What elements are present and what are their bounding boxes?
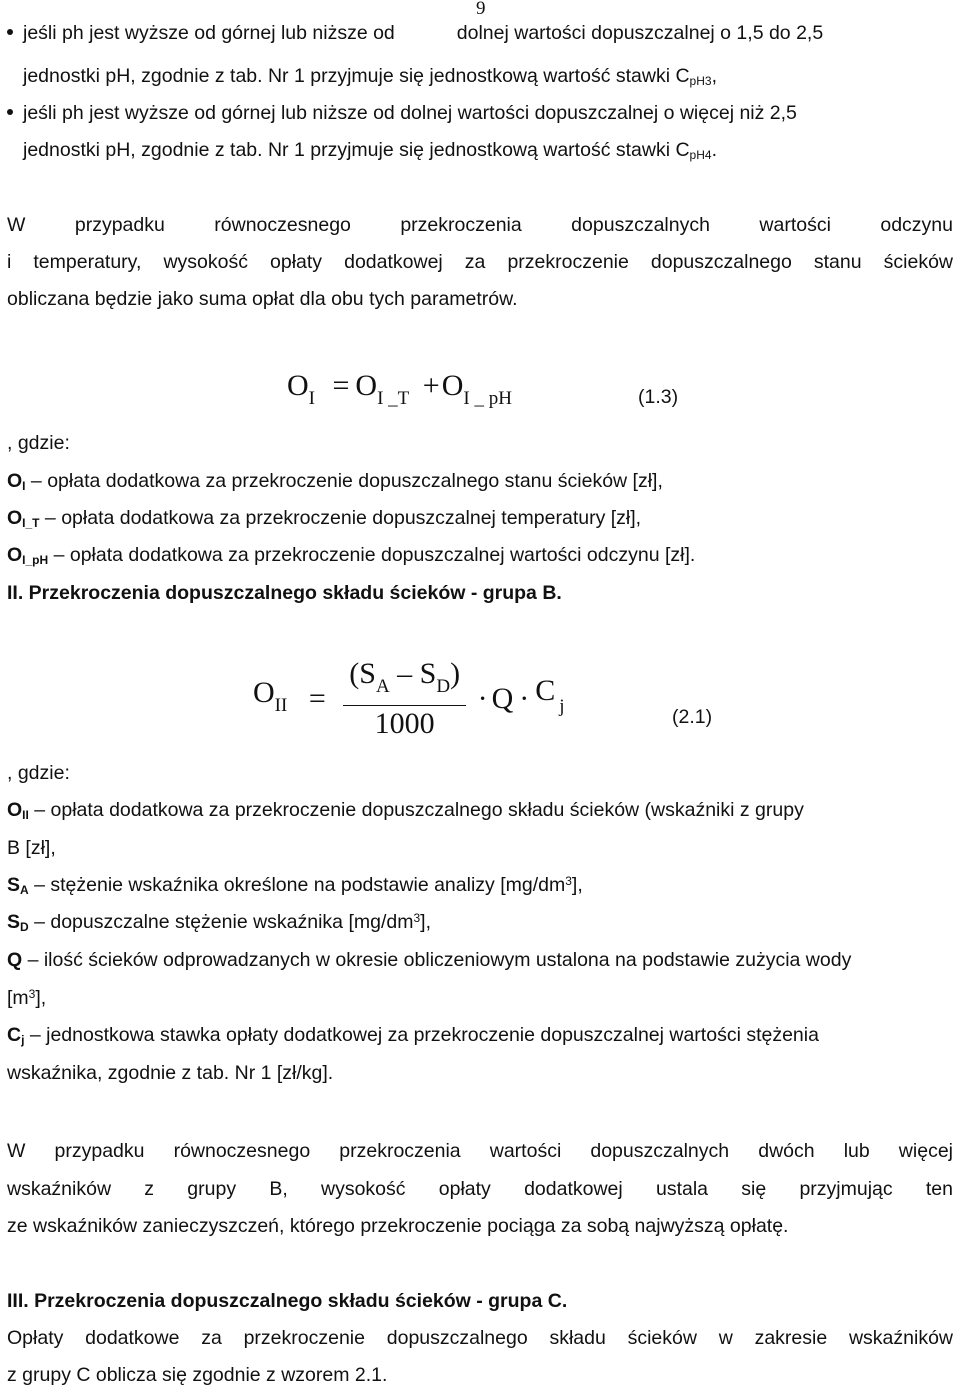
definition-C-j: [7, 1023, 953, 1047]
definition-subscript: D: [20, 920, 29, 934]
bullet-1-text-b: dolnej wartości dopuszczalnej o 1,5 do 2,5: [456, 22, 824, 44]
definition-subscript: I_pH: [22, 553, 49, 567]
bullet-2-line-2: [7, 138, 953, 162]
definition-text: – ilość ścieków odprowadzanych w okresie obliczeniowym ustalona na podstawie zużycia wody: [22, 949, 852, 971]
fraction: [343, 656, 466, 742]
plus-sign: +: [422, 369, 440, 402]
definition-text: – opłata dodatkowa za przekroczenie dopuszczalnej wartości odczynu [zł].: [48, 544, 696, 566]
formula-symbol: O: [441, 369, 464, 402]
definition-text: – opłata dodatkowa za przekroczenie dopuszczalnego stanu ścieków [zł],: [25, 470, 663, 492]
subscript: pH4: [689, 148, 712, 162]
bullet-icon: [7, 29, 13, 35]
gdzie-label-1: , gdzie:: [7, 432, 70, 454]
definition-O-I-T: [7, 506, 953, 530]
superscript: 3: [413, 911, 421, 925]
formula-subscript: j: [559, 696, 565, 717]
gdzie-label-2: , gdzie:: [7, 762, 70, 784]
formula-subscript: II: [274, 694, 288, 716]
formula-symbol: Q: [491, 682, 514, 715]
subscript: pH3: [689, 74, 712, 88]
definition-Q-line-2: [7, 986, 953, 1010]
formula-2-1: [253, 656, 565, 742]
definition-subscript: j: [21, 1033, 25, 1047]
paragraph-1-line-1: W przypadku równoczesnego przekroczenia dopuszczalnych wartości odczynu: [7, 214, 953, 236]
definition-symbol: O: [7, 544, 23, 566]
equals-sign: =: [308, 682, 326, 715]
multiply-dot: ·: [519, 682, 530, 715]
definition-text-end: ],: [571, 874, 583, 896]
equals-sign: =: [332, 369, 350, 402]
formula-symbol: C: [535, 674, 556, 707]
definition-O-II-line-2: B [zł],: [7, 837, 56, 859]
section-heading-II: II. Przekroczenia dopuszczalnego składu ścieków - grupa B.: [7, 582, 562, 604]
punct: .: [711, 139, 717, 161]
definition-symbol: O: [7, 507, 23, 529]
formula-2-1-label: (2.1): [672, 706, 713, 728]
bullet-1-text-a: jeśli ph jest wyższe od górnej lub niższe od: [23, 22, 395, 44]
bullet-1-line-2-text: jednostki pH, zgodnie z tab. Nr 1 przyjmuje się jednostkową wartość stawki C: [23, 65, 690, 87]
formula-1-3-label: (1.3): [638, 386, 679, 408]
definition-C-j-line-2: wskaźnika, zgodnie z tab. Nr 1 [zł/kg].: [7, 1062, 334, 1084]
definition-symbol: O: [7, 470, 23, 492]
definition-subscript: II: [22, 808, 29, 822]
definition-text: – jednostkowa stawka opłaty dodatkowej za przekroczenie dopuszczalnej wartości stężenia: [24, 1024, 819, 1046]
formula-symbol: O: [253, 675, 275, 709]
definition-S-A: [7, 873, 953, 897]
paragraph-3-line-1: Opłaty dodatkowe za przekroczenie dopuszczalnego składu ścieków w zakresie wskaźników: [7, 1327, 953, 1349]
numerator-open: (S: [349, 657, 376, 690]
bullet-1-line-2: [7, 64, 953, 88]
definition-symbol: C: [7, 1024, 22, 1046]
formula-subscript: D: [436, 676, 451, 697]
superscript: 3: [565, 874, 572, 888]
definition-text: – stężenie wskaźnika określone na podstawie analizy [mg/dm: [28, 874, 566, 896]
formula-subscript: A: [375, 676, 390, 697]
definition-symbol: S: [7, 874, 21, 896]
paragraph-2-line-2: wskaźników z grupy B, wysokość opłaty dodatkowej ustala się przyjmując ten: [7, 1178, 953, 1200]
formula-subscript: I _T: [377, 388, 410, 409]
numerator-minus: – S: [389, 657, 437, 690]
definition-S-D: [7, 910, 953, 934]
formula-subscript: I: [308, 388, 315, 409]
paragraph-2-line-1: W przypadku równoczesnego przekroczenia wartości dopuszczalnych dwóch lub więcej: [7, 1140, 953, 1162]
paragraph-2-line-3: ze wskaźników zanieczyszczeń, którego przekroczenie pociąga za sobą najwyższą opłatę.: [7, 1215, 789, 1237]
bullet-item-2: [7, 101, 953, 125]
definition-text: [m: [7, 987, 29, 1009]
definition-subscript: A: [20, 883, 29, 897]
fraction-denominator: 1000: [343, 705, 466, 742]
superscript: 3: [28, 987, 36, 1001]
definition-text: – opłata dodatkowa za przekroczenie dopuszczalnego składu ścieków (wskaźniki z grupy: [28, 799, 804, 821]
definition-symbol: O: [7, 799, 23, 821]
definition-symbol: Q: [7, 949, 23, 971]
formula-1-3: [287, 366, 512, 419]
definition-text: – opłata dodatkowa za przekroczenie dopuszczalnej temperatury [zł],: [39, 507, 642, 529]
definition-O-I-pH: [7, 543, 953, 567]
definition-text: – dopuszczalne stężenie wskaźnika [mg/dm: [28, 911, 414, 933]
punct: ,: [711, 65, 717, 87]
definition-text-end: ],: [35, 987, 47, 1009]
definition-Q: [7, 948, 953, 972]
definition-O-II: [7, 798, 953, 822]
paragraph-1-line-3: obliczana będzie jako suma opłat dla obu tych parametrów.: [7, 288, 518, 310]
formula-symbol: O: [287, 369, 309, 402]
definition-symbol: S: [7, 911, 21, 933]
definition-text-end: ],: [420, 911, 431, 933]
paragraph-1-line-2: i temperatury, wysokość opłaty dodatkowej za przekroczenie dopuszczalnego stanu ścieków: [7, 251, 953, 273]
formula-subscript: I _ pH: [463, 388, 512, 409]
bullet-item-1: [7, 21, 953, 45]
definition-O-I: [7, 469, 953, 493]
bullet-2-text: jeśli ph jest wyższe od górnej lub niższe od dolnej wartości dopuszczalnej o więcej niż 2,5: [23, 102, 797, 124]
numerator-close: ): [450, 657, 461, 690]
fraction-numerator: [343, 656, 466, 705]
multiply-dot: ·: [477, 682, 488, 715]
section-heading-III: III. Przekroczenia dopuszczalnego składu ścieków - grupa C.: [7, 1290, 568, 1312]
formula-symbol: O: [355, 369, 378, 402]
page-number: 9: [476, 0, 486, 19]
paragraph-3-line-2: z grupy C oblicza się zgodnie z wzorem 2.1.: [7, 1364, 388, 1386]
definition-subscript: I: [22, 479, 26, 493]
definition-subscript: I_T: [22, 516, 40, 530]
bullet-2-line-2-text: jednostki pH, zgodnie z tab. Nr 1 przyjmuje się jednostkową wartość stawki C: [23, 139, 690, 161]
bullet-icon: [7, 109, 13, 115]
